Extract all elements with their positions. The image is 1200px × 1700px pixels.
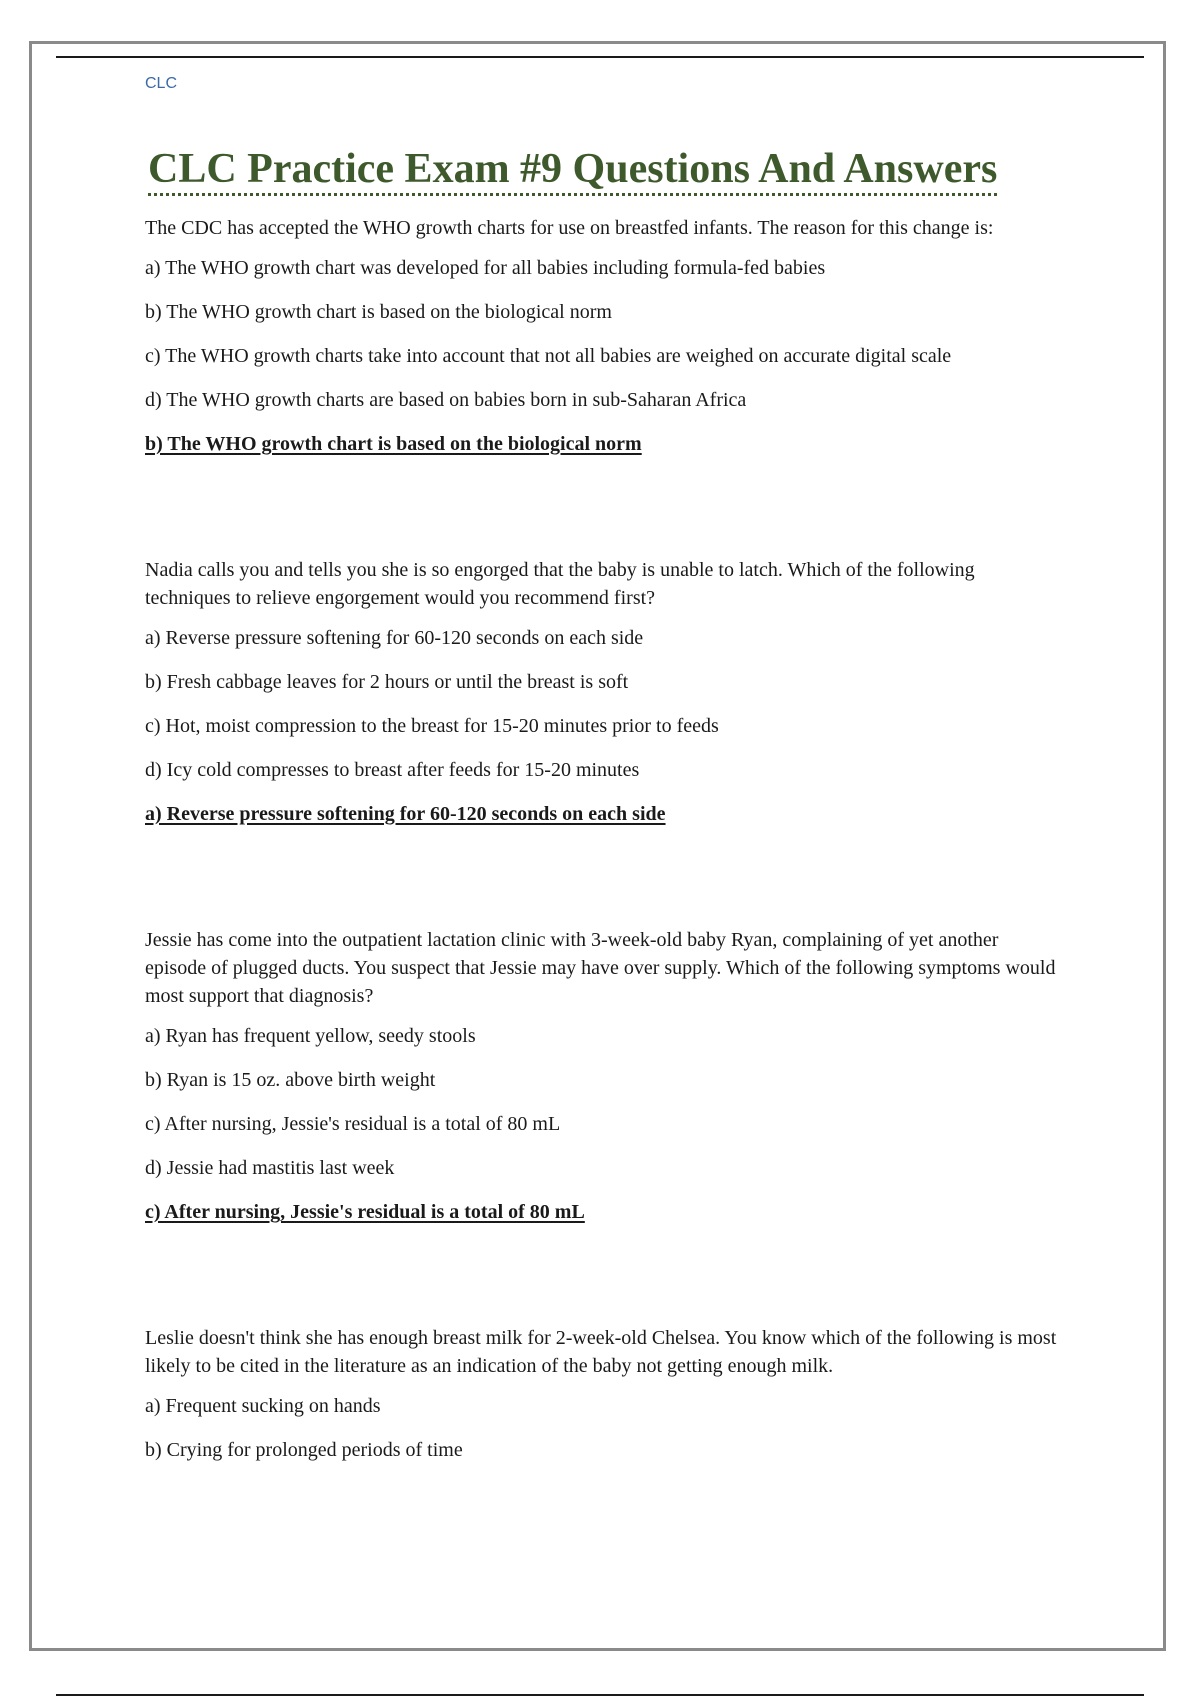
question-3: [145, 926, 1060, 1226]
question-text: The CDC has accepted the WHO growth charts for use on breastfed infants. The reason for this change is:: [145, 217, 994, 239]
option-c: c) The WHO growth charts take into account that not all babies are weighed on accurate digital scale: [145, 345, 952, 367]
running-header: CLC: [145, 75, 178, 92]
question-4: [145, 1324, 1060, 1464]
option-c: c) Hot, moist compression to the breast for 15-20 minutes prior to feeds: [145, 715, 719, 737]
question-text: Nadia calls you and tells you she is so engorged that the baby is unable to latch. Which of the following techniques to relieve engorgement would you recommend first?: [145, 559, 975, 609]
option-b: b) Ryan is 15 oz. above birth weight: [145, 1069, 436, 1091]
document-title: CLC Practice Exam #9 Questions And Answers: [148, 146, 997, 196]
spacer: [145, 1226, 1060, 1324]
option-b: b) Fresh cabbage leaves for 2 hours or until the breast is soft: [145, 671, 629, 693]
correct-answer: c) After nursing, Jessie's residual is a total of 80 mL: [145, 1201, 585, 1223]
question-text: Leslie doesn't think she has enough breast milk for 2-week-old Chelsea. You know which of the following is most likely to be cited in the literature as an indication of the baby not getting enough milk.: [145, 1327, 1057, 1377]
option-c: c) After nursing, Jessie's residual is a total of 80 mL: [145, 1113, 561, 1135]
spacer: [145, 458, 1060, 556]
question-1: [145, 214, 1060, 458]
option-b: b) The WHO growth chart is based on the biological norm: [145, 301, 612, 323]
option-a: a) Ryan has frequent yellow, seedy stools: [145, 1025, 476, 1047]
correct-answer: b) The WHO growth chart is based on the biological norm: [145, 433, 642, 455]
question-text: Jessie has come into the outpatient lactation clinic with 3-week-old baby Ryan, complaining of yet another episode of plugged ducts. You suspect that Jessie may have over supply. Which of the following symptoms would most support that diagnosis?: [145, 929, 1056, 1007]
header-rule: [56, 56, 1144, 58]
option-d: d) Icy cold compresses to breast after feeds for 15-20 minutes: [145, 759, 640, 781]
question-2: [145, 556, 1060, 828]
option-d: d) Jessie had mastitis last week: [145, 1157, 395, 1179]
option-a: a) Frequent sucking on hands: [145, 1395, 381, 1417]
option-a: a) The WHO growth chart was developed for all babies including formula-fed babies: [145, 257, 826, 279]
correct-answer: a) Reverse pressure softening for 60-120 seconds on each side: [145, 803, 666, 825]
spacer: [145, 828, 1060, 926]
option-a: a) Reverse pressure softening for 60-120 seconds on each side: [145, 627, 644, 649]
option-b: b) Crying for prolonged periods of time: [145, 1439, 463, 1461]
option-d: d) The WHO growth charts are based on babies born in sub-Saharan Africa: [145, 389, 747, 411]
document-body: [145, 214, 1060, 1480]
next-page-rule: [56, 1694, 1144, 1696]
